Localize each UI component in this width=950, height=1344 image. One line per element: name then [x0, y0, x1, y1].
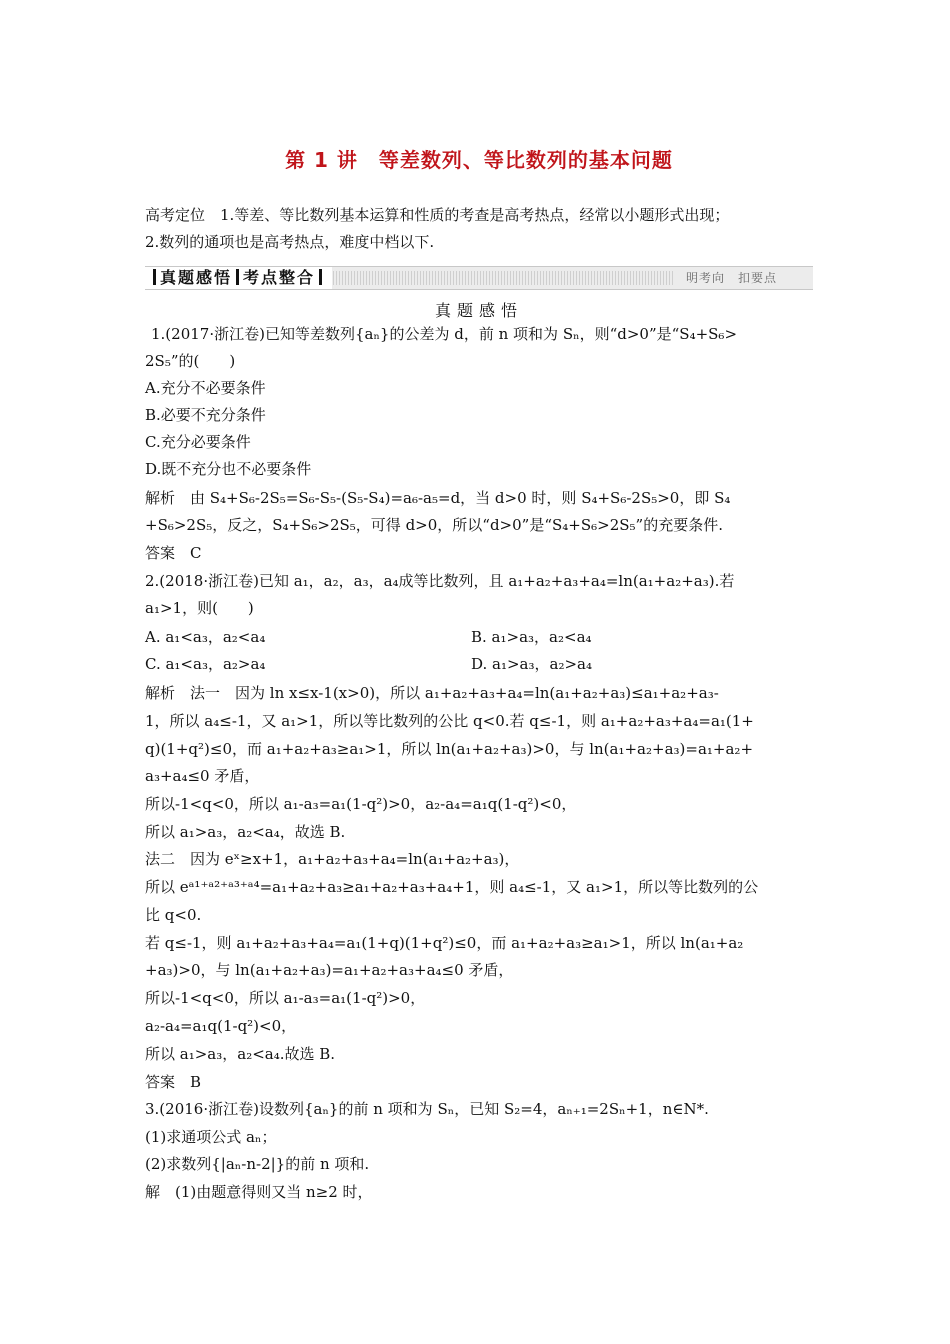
bar-icon [319, 269, 322, 285]
q2-line-2: a₁>1，则( ) [145, 599, 254, 617]
banner-tag [145, 267, 332, 289]
section-title: 真题感悟 [434, 301, 523, 320]
q2-solution-line: +a₃)>0，与 ln(a₁+a₂+a₃)=a₁+a₂+a₃+a₄≤0 矛盾， [145, 961, 514, 979]
q2-solution-line: 所以 a₁>a₃，a₂<a₄，故选 B. [145, 823, 346, 841]
q2-solution-line: 所以-1<q<0，所以 a₁-a₃=a₁(1-q²)>0，a₂-a₄=a₁q(1-q²)<0， [145, 795, 577, 813]
q1-solution-1: 解析 由 S₄+S₆-2S₅=S₆-S₅-(S₅-S₄)=a₆-a₅=d，当 d>0 时，则 S₄+S₆-2S₅>0，即 S₄ [145, 489, 731, 507]
q2-solution-line: 1，所以 a₄≤-1，又 a₁>1，所以等比数列的公比 q<0.若 q≤-1，则 a₁+a₂+a₃+a₄=a₁(1+ [145, 712, 754, 730]
q3-part-2: (2)求数列{|aₙ-n-2|}的前 n 项和. [145, 1155, 370, 1173]
q2-option-c: C. a₁<a₃，a₂>a₄ [145, 655, 266, 673]
q2-solution-line: 所以 eᵃ¹⁺ᵃ²⁺ᵃ³⁺ᵃ⁴=a₁+a₂+a₃≥a₁+a₂+a₃+a₄+1，则 a₄≤-1，又 a₁>1，所以等比数列的公 [145, 878, 759, 896]
q1-solution-2: +S₆>2S₅，反之，S₄+S₆>2S₅，可得 d>0，所以“d>0”是“S₄+S₆>2S₅”的充要条件. [145, 516, 723, 534]
q2-solution-line: a₃+a₄≤0 矛盾， [145, 767, 260, 785]
intro-line-1: 高考定位 1.等差、等比数列基本运算和性质的考查是高考热点，经常以小题形式出现； [145, 206, 730, 224]
q2-solution-line: 解析 法一 因为 ln x≤x-1(x>0)，所以 a₁+a₂+a₃+a₄=ln(a₁+a₂+a₃)≤a₁+a₂+a₃- [145, 684, 719, 702]
q2-solution-line: 所以-1<q<0，所以 a₁-a₃=a₁(1-q²)>0， [145, 989, 426, 1007]
q2-option-b: B. a₁>a₃，a₂<a₄ [471, 628, 592, 646]
q2-solution-line: a₂-a₄=a₁q(1-q²)<0， [145, 1017, 297, 1035]
page-title: 第 1 讲 等差数列、等比数列的基本问题 [285, 148, 673, 172]
q1-option-b: B.必要不充分条件 [145, 406, 266, 424]
bar-icon [236, 269, 239, 285]
q2-answer: 答案 B [145, 1073, 202, 1091]
banner-label-a: 真题感悟 [160, 268, 233, 287]
q1-line-1: 1.(2017·浙江卷)已知等差数列{aₙ}的公差为 d，前 n 项和为 Sₙ，则“d>0”是“S₄+S₆> [151, 325, 738, 343]
q1-option-c: C.充分必要条件 [145, 433, 251, 451]
q2-option-a: A. a₁<a₃，a₂<a₄ [145, 628, 266, 646]
bar-icon [153, 269, 156, 285]
q2-solution-line: 所以 a₁>a₃，a₂<a₄.故选 B. [145, 1045, 336, 1063]
banner-label-b: 考点整合 [243, 268, 316, 287]
q2-line-1: 2.(2018·浙江卷)已知 a₁，a₂，a₃，a₄成等比数列，且 a₁+a₂+a₃+a₄=ln(a₁+a₂+a₃).若 [145, 572, 735, 590]
q1-answer: 答案 C [145, 544, 202, 562]
q2-solution-line: 法二 因为 eˣ≥x+1，a₁+a₂+a₃+a₄=ln(a₁+a₂+a₃)， [145, 850, 520, 868]
q1-option-d: D.既不充分也不必要条件 [145, 460, 312, 478]
q1-line-2: 2S₅”的( ) [145, 352, 236, 370]
section-banner [145, 266, 813, 290]
q2-solution-line: q)(1+q²)≤0，而 a₁+a₂+a₃≥a₁>1，所以 ln(a₁+a₂+a₃)>0，与 ln(a₁+a₂+a₃)=a₁+a₂+ [145, 740, 754, 758]
q2-solution-line: 若 q≤-1，则 a₁+a₂+a₃+a₄=a₁(1+q)(1+q²)≤0，而 a₁+a₂+a₃≥a₁>1，所以 ln(a₁+a₂ [145, 934, 744, 952]
q2-solution-line: 比 q<0. [145, 906, 202, 924]
q1-option-a: A.充分不必要条件 [145, 379, 266, 397]
intro-line-2: 2.数列的通项也是高考热点，难度中档以下. [145, 233, 435, 251]
q2-option-d: D. a₁>a₃，a₂>a₄ [471, 655, 592, 673]
q3-line-1: 3.(2016·浙江卷)设数列{aₙ}的前 n 项和为 Sₙ，已知 S₂=4，aₙ₊₁=2Sₙ+1，n∈N*. [145, 1100, 709, 1118]
q3-solution: 解 (1)由题意得则又当 n≥2 时， [145, 1183, 373, 1201]
banner-stripes [333, 271, 673, 285]
q3-part-1: (1)求通项公式 aₙ； [145, 1128, 277, 1146]
banner-right-label: 明考向 扣要点 [685, 271, 777, 285]
